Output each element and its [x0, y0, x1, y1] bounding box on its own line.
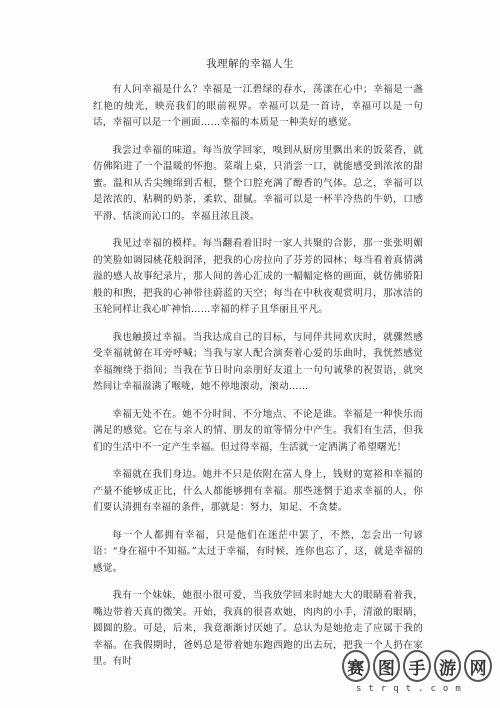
watermark-char: 游: [434, 650, 462, 682]
watermark-characters: [342, 650, 492, 682]
paragraph: 幸福无处不在。她不分时间、不分地点、不论是谁。幸福是一种快乐而满足的感觉。它在与亲人的情、朋友的谊等情分中产生。我们有生活，但我们的生活中不一定产生幸福。但过得幸福，生活就一定洒满了希望曙光！: [93, 408, 423, 453]
document-body: [93, 82, 423, 682]
watermark-domain: strqt.com: [356, 684, 468, 694]
paragraph: 幸福就在我们身边。她并不只是依附在富人身上，钱财的宽裕和幸福的产量不能够成正比，什么人都能够拥有幸福。那些迷惘于追求幸福的人，你们要认清拥有幸福的条件，那就是：努力，知足、不贪婪。: [93, 469, 423, 513]
paragraph: 我尝过幸福的味道。每当放学回家，嗅到从厨房里飘出来的饭菜香，就仿佛陷进了一个温暖的怀抱。菜端上桌，只消尝一口，就能感受到浓浓的甜蜜。温和从舌尖缠绵到舌根，整个口腔充满了醇香的气体。总之，幸福可以是浓浓的、粘稠的奶茶，柔软、甜腻。幸福可以是一杯半冷热的牛奶，口感平滑、恬淡而沁口的。幸福且浓且淡。: [93, 144, 423, 222]
paragraph: 我也触摸过幸福。当我达成自己的目标，与同伴共同欢庆时，就骤然感受幸福就俯在耳旁呼喊；当我与家人配合演奏着心爱的乐曲时，我恍然感觉幸福缠绕于指间；当我在节日时向亲朋好友道上一句句诚挚的祝贺语，就突然间让幸福溢满了喉咙，她不停地滚动，滚动……: [93, 331, 423, 392]
paragraph: 我有一个妹妹，她很小很可爱，当我放学回来时她大大的眼睛看着我，嘴边带着天真的微笑。开始，我真的很喜欢她，肉肉的小手，清澈的眼睛，圆圆的脸。可是，后来，我竟渐渐讨厌她了。总认为是她抢走了应属于我的幸福。在我假期时，爸妈总是带着她东跑西跑的出去玩，把我一个人扔在家里。有时: [93, 590, 423, 667]
watermark-char: 赛: [342, 650, 370, 682]
paragraph: 每一个人都拥有幸福，只是他们在迷茫中罢了，不然，怎会出一句谚语：“身在福中不知福。”太过于幸福，有时候，连你也忘了，这，就是幸福的感觉。: [93, 529, 423, 574]
watermark-char: 网: [464, 650, 492, 682]
document-title: 我理解的幸福人生: [206, 58, 294, 70]
watermark-char: 图: [373, 650, 401, 682]
paragraph: 我见过幸福的模样。每当翻看着旧时一家人共聚的合影，那一张张明媚的笑脸如调园桃花般润泽，把我的心房拉向了芬芳的园林；每当看着真情满溢的感人故事纪录片，那人间的善心汇成的一幅幅定格的画面，就仿佛骄阳般的和煦，把我的心神带往蔚蓝的天空；每当在中秋夜观赏明月，那冰洁的玉轮同样让我心旷神怡……幸福的样子且华丽且平凡。: [93, 238, 423, 315]
watermark-char: 手: [403, 650, 431, 682]
paragraph: 有人问幸福是什么？幸福是一江碧绿的春水，荡漾在心中；幸福是一盏红艳的烛光，映亮我们的眼前视界。幸福可以是一首诗，幸福可以是一句话，幸福可以是一个画面……幸福的本质是一种美好的感觉。: [93, 84, 423, 128]
site-watermark-logo: [342, 650, 492, 704]
